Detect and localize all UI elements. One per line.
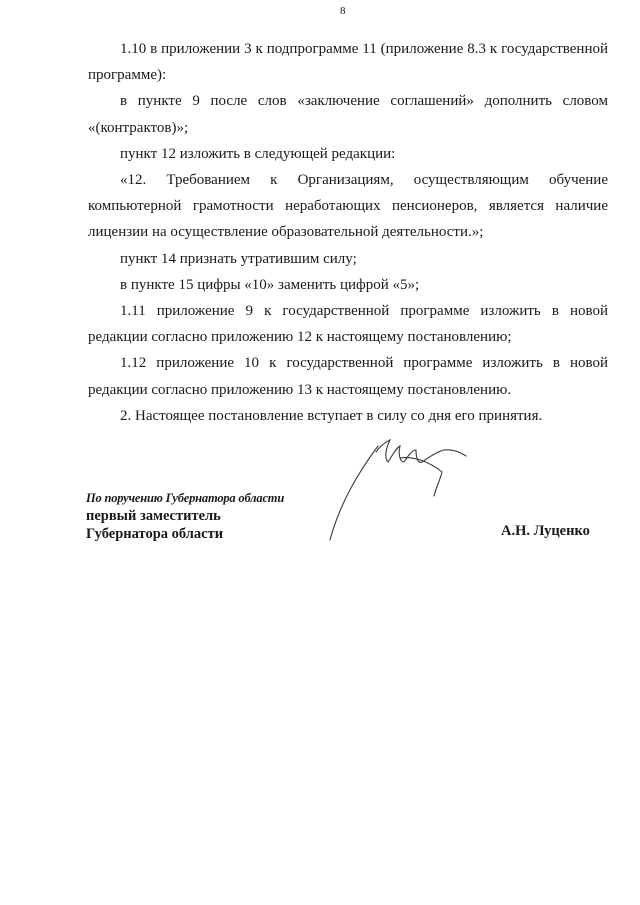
signer-position-line: Губернатора области <box>86 526 224 542</box>
paragraph: 1.12 приложение 10 к государственной программе изложить в новой редакции согласно приложению 13 к настоящему постановлению. <box>88 355 608 398</box>
paragraph: в пункте 15 цифры «10» заменить цифрой «5»; <box>120 276 420 293</box>
paragraph: пункт 12 изложить в следующей редакции: <box>120 145 396 162</box>
paragraph: «12. Требованием к Организациям, осуществляющим обучение компьютерной грамотности неработающих пенсионеров, является наличие лицензии на осуществление образовательной деятельности.»; <box>88 172 608 241</box>
paragraph: 2. Настоящее постановление вступает в силу со дня его принятия. <box>120 407 543 424</box>
document-body <box>88 36 608 429</box>
paragraph: 1.10 в приложении 3 к подпрограмме 11 (приложение 8.3 к государственной программе): <box>88 41 608 84</box>
paragraph: в пункте 9 после слов «заключение соглашений» дополнить словом «(контрактов)»; <box>88 93 608 136</box>
signer-name: А.Н. Луценко <box>501 523 590 539</box>
paragraph: 1.11 приложение 9 к государственной программе изложить в новой редакции согласно приложению 12 к настоящему постановлению; <box>88 303 608 346</box>
signature-authority-line: По поручению Губернатора области <box>86 491 285 505</box>
paragraph: пункт 14 признать утратившим силу; <box>120 250 357 267</box>
page-number: 8 <box>340 5 346 17</box>
signer-position-line: первый заместитель <box>86 508 221 524</box>
signature-block <box>86 489 386 543</box>
